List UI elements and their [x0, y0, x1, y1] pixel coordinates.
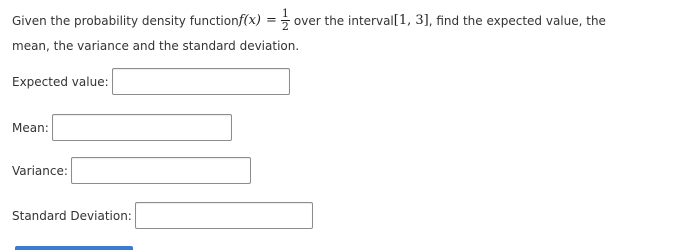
variance-label: Variance:	[12, 163, 68, 178]
fraction-one-half	[281, 8, 290, 33]
standard-deviation-row	[12, 202, 313, 229]
question-line-1	[12, 8, 606, 33]
question-middle: over the interval	[293, 13, 394, 28]
mean-label: Mean:	[12, 120, 49, 135]
interval: [1, 3]	[393, 12, 429, 28]
expected-value-label: Expected value:	[12, 74, 109, 89]
expected-value-input[interactable]	[112, 68, 290, 95]
question-suffix: , find the expected value, the	[428, 13, 606, 28]
fraction-denominator: 2	[281, 20, 289, 33]
mean-row	[12, 114, 232, 141]
standard-deviation-input[interactable]	[135, 202, 313, 229]
question-prefix: Given the probability density function	[12, 13, 239, 28]
equals-sign: =	[266, 12, 277, 28]
question-line-2: mean, the variance and the standard deviation.	[12, 39, 300, 53]
submit-button[interactable]	[15, 246, 133, 250]
mean-input[interactable]	[52, 114, 232, 141]
standard-deviation-label: Standard Deviation:	[12, 208, 132, 223]
variance-row	[12, 157, 251, 184]
function-lhs: f(x)	[238, 12, 262, 28]
fraction-numerator: 1	[281, 7, 289, 20]
expected-value-row	[12, 68, 290, 95]
variance-input[interactable]	[71, 157, 251, 184]
